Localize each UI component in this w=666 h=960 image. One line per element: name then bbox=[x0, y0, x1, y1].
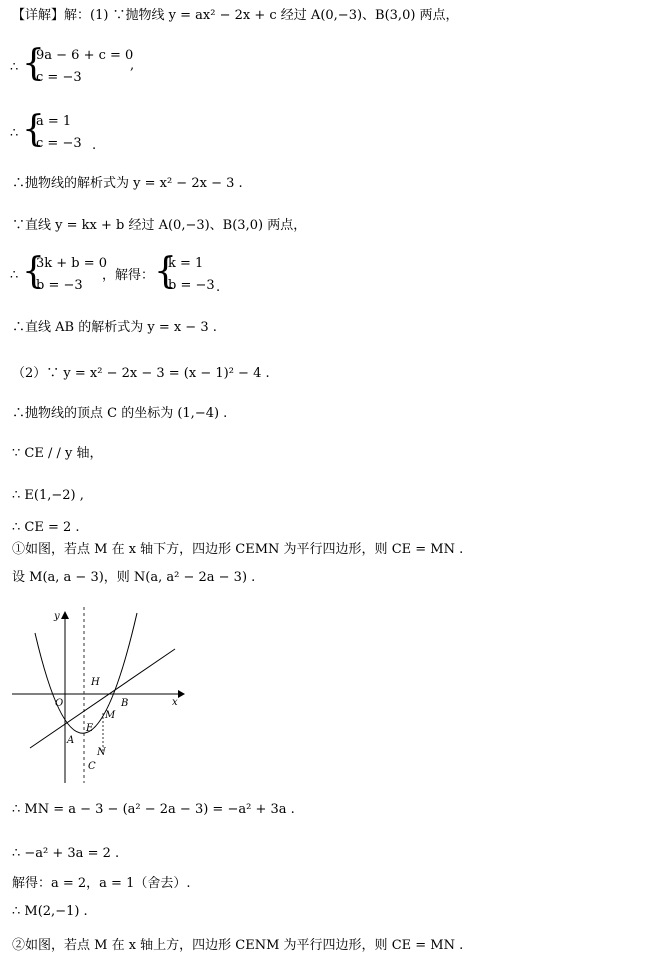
text-line: ∴抛物线的顶点 C 的坐标为 (1,−4) . bbox=[12, 406, 228, 421]
brace-icon: { bbox=[22, 251, 45, 292]
text-line: ∴直线 AB 的解析式为 y = x − 3 . bbox=[12, 320, 217, 335]
equation: k = 1 bbox=[168, 256, 204, 271]
text-line: ∴ CE = 2 . bbox=[12, 520, 80, 535]
text-line: ∴抛物线的解析式为 y = x² − 2x − 3 . bbox=[12, 176, 243, 191]
equation: b = −3 bbox=[36, 278, 83, 293]
text-line: ∵ CE / / y 轴， bbox=[12, 446, 103, 461]
text-line: ∴ E(1,−2) , bbox=[12, 488, 84, 503]
solve-label: ，解得： bbox=[102, 268, 155, 283]
punctuation: . bbox=[92, 138, 97, 153]
label-h: H bbox=[91, 677, 100, 688]
brace-icon: { bbox=[154, 251, 177, 292]
label-c: C bbox=[88, 761, 96, 772]
therefore-symbol: ∴ bbox=[10, 268, 19, 283]
text-line: ∴ −a² + 3a = 2 . bbox=[12, 846, 120, 861]
label-e: E bbox=[86, 723, 94, 734]
punctuation: . bbox=[216, 280, 221, 295]
label-m: M bbox=[105, 710, 116, 721]
label-y: y bbox=[54, 611, 60, 622]
x-axis-arrow-icon bbox=[178, 690, 185, 698]
brace-icon: { bbox=[22, 43, 45, 84]
equation: a = 1 bbox=[36, 114, 72, 129]
text-line: 设 M(a, a − 3)，则 N(a, a² − 2a − 3) . bbox=[12, 570, 256, 585]
label-b: B bbox=[121, 698, 129, 709]
brace-icon: { bbox=[22, 109, 45, 150]
therefore-symbol: ∴ bbox=[10, 126, 19, 141]
text-line: （2）∵ y = x² − 2x − 3 = (x − 1)² − 4 . bbox=[12, 366, 270, 381]
equation: c = −3 bbox=[36, 70, 82, 85]
equation: b = −3 bbox=[168, 278, 215, 293]
parabola-curve bbox=[35, 613, 137, 733]
label-a: A bbox=[67, 735, 75, 746]
parabola-figure bbox=[10, 605, 185, 785]
equation: c = −3 bbox=[36, 136, 82, 151]
text-line: 解得：a = 2，a = 1（舍去）. bbox=[12, 876, 191, 891]
label-x: x bbox=[172, 697, 178, 708]
y-axis-arrow-icon bbox=[61, 611, 69, 619]
text-line: ∴ MN = a − 3 − (a² − 2a − 3) = −a² + 3a . bbox=[12, 802, 295, 817]
text-line: ①如图，若点 M 在 x 轴下方，四边形 CEMN 为平行四边形，则 CE = MN . bbox=[12, 542, 464, 557]
label-n: N bbox=[97, 747, 106, 758]
text-line: ∴ M(2,−1) . bbox=[12, 904, 88, 919]
equation: 3k + b = 0 bbox=[36, 256, 108, 271]
punctuation: , bbox=[130, 58, 135, 73]
text-line: ②如图，若点 M 在 x 轴上方，四边形 CENM 为平行四边形，则 CE = MN . bbox=[12, 938, 464, 953]
label-o: O bbox=[55, 698, 64, 709]
text-line: ∵直线 y = kx + b 经过 A(0,−3)、B(3,0) 两点， bbox=[12, 218, 307, 233]
text-line: 【详解】解：(1) ∵抛物线 y = ax² − 2x + c 经过 A(0,−3)、B(3,0) 两点， bbox=[12, 8, 459, 23]
equation: 9a − 6 + c = 0 bbox=[36, 48, 134, 63]
therefore-symbol: ∴ bbox=[10, 60, 19, 75]
